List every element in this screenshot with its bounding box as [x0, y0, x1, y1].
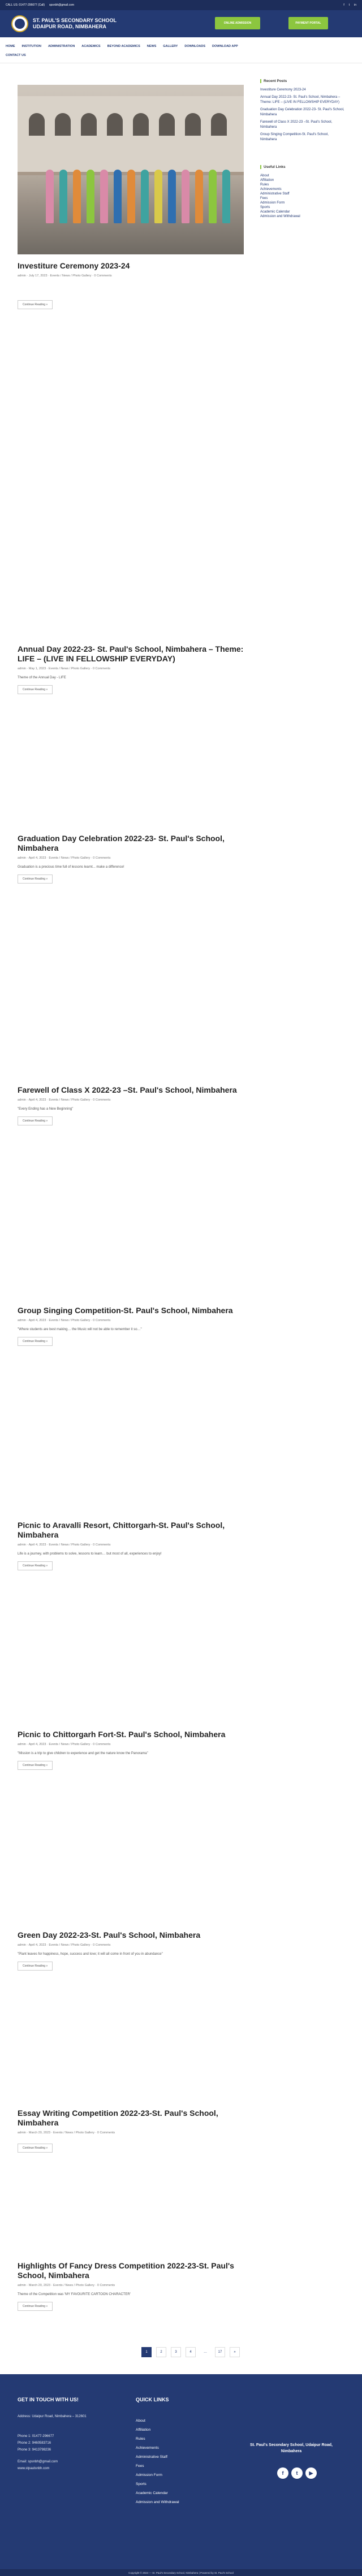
- footer-address: Address: Udaipur Road, Nimbahera – 312601: [18, 2415, 87, 2418]
- post-meta: admin · April 4, 2023 · Events / News / Photo Gallery · 0 Comments: [18, 1319, 111, 1322]
- site-footer: [0, 2374, 362, 2569]
- recent-post-link[interactable]: Farewell of Class X 2022-23 –St. Paul's School, Nimbahera: [260, 120, 333, 129]
- twitter-icon[interactable]: t: [291, 2467, 303, 2479]
- pagination: [141, 2347, 240, 2357]
- post-title[interactable]: Graduation Day Celebration 2022-23- St. Paul's School, Nimbahera: [18, 834, 225, 852]
- page-3[interactable]: 3: [171, 2347, 181, 2357]
- post-featured-image[interactable]: [18, 85, 244, 254]
- post-item: [18, 1085, 244, 1125]
- footer-link[interactable]: About: [136, 2419, 145, 2423]
- footer-link[interactable]: Fees: [136, 2464, 144, 2468]
- twitter-icon[interactable]: t: [348, 3, 350, 7]
- sidebar-link-rules[interactable]: Rules: [260, 183, 269, 187]
- footer-quick-links-title: QUICK LINKS: [136, 2397, 169, 2402]
- post-meta: admin · July 17, 2023 · Events / News / Photo Gallery · 0 Comments: [18, 274, 112, 278]
- post-item: [18, 1930, 244, 1971]
- post-meta: admin · March 20, 2023 · Events / News / Photo Gallery · 0 Comments: [18, 2284, 115, 2287]
- nav-downloads[interactable]: DOWNLOADS: [184, 45, 206, 48]
- recent-post-link[interactable]: Investiture Ceremony 2023-24: [260, 88, 306, 92]
- footer-link[interactable]: Academic Calendar: [136, 2491, 168, 2495]
- footer-school-name: St. Paul's Secondary School, Udaipur Road, Nimbahera: [250, 2443, 333, 2453]
- facebook-icon[interactable]: f: [277, 2467, 288, 2479]
- page-ellipsis: …: [204, 2350, 207, 2354]
- read-more-button[interactable]: Continue Reading »: [18, 874, 53, 884]
- post-meta: admin · May 1, 2023 · Events / News / Photo Gallery · 0 Comments: [18, 667, 111, 670]
- post-item: [18, 644, 244, 694]
- post-title[interactable]: Farewell of Class X 2022-23 –St. Paul's School, Nimbahera: [18, 1085, 237, 1094]
- post-item: [18, 1306, 244, 1346]
- post-excerpt: "Every Ending has a New Beginning": [18, 1107, 74, 1111]
- youtube-icon[interactable]: ▶: [305, 2467, 317, 2479]
- online-admission-button[interactable]: ONLINE ADMISSION: [215, 17, 260, 29]
- post-excerpt: Graduation is a precious time full of lessons learnt... make a difference!: [18, 865, 124, 869]
- post-excerpt: Theme of the Competition was 'MY FAVOURITE CARTOON CHARACTER': [18, 2293, 131, 2296]
- post-title[interactable]: Essay Writing Competition 2022-23-St. Paul's School, Nimbahera: [18, 2109, 218, 2127]
- recent-post-link[interactable]: Annual Day 2022-23- St. Paul's School, Nimbahera – Theme: LIFE – (LIVE IN FELLOWSHIP EVERYDAY): [260, 96, 341, 104]
- main-nav: [0, 37, 362, 63]
- footer-link[interactable]: Rules: [136, 2437, 145, 2441]
- topbar-email[interactable]: spsnbh@gmail.com: [49, 3, 75, 7]
- recent-post-link[interactable]: Group Singing Competition-St. Paul's School, Nimbahera: [260, 133, 329, 141]
- post-item: [18, 2109, 244, 2153]
- post-meta: admin · March 20, 2023 · Events / News / Photo Gallery · 0 Comments: [18, 2131, 115, 2135]
- post-meta: admin · April 4, 2023 · Events / News / Photo Gallery · 0 Comments: [18, 1743, 111, 1746]
- post-item: [18, 2261, 244, 2311]
- sidebar-link-about[interactable]: About: [260, 174, 269, 177]
- nav-home[interactable]: HOME: [6, 45, 15, 48]
- next-page-button[interactable]: »: [230, 2347, 240, 2357]
- page-17[interactable]: 17: [215, 2347, 225, 2357]
- post-meta: admin · April 4, 2023 · Events / News / Photo Gallery · 0 Comments: [18, 1943, 111, 1947]
- sidebar-link-admission-withdrawal[interactable]: Admission and Withdrawal: [260, 215, 300, 218]
- nav-contact-us[interactable]: CONTACT US: [6, 54, 26, 57]
- useful-links-title: Useful Links: [260, 165, 345, 169]
- sidebar-link-sports[interactable]: Sports: [260, 206, 270, 209]
- footer-phone-3[interactable]: Phone 3: 9413798236: [18, 2448, 51, 2452]
- post-excerpt: "Mission is a trip to give children to experience and get the nature know the Panorama": [18, 1752, 148, 1755]
- footer-link[interactable]: Achievements: [136, 2446, 159, 2450]
- post-title[interactable]: Picnic to Aravalli Resort, Chittorgarh-St. Paul's School, Nimbahera: [18, 1521, 225, 1539]
- copyright: Copyright © 2024 — St. Paul's Secondary School, Nimbahera | Powered by St. Paul's School: [0, 2569, 362, 2576]
- read-more-button[interactable]: Continue Reading »: [18, 1561, 53, 1570]
- footer-website[interactable]: www.stpaulsnbh.com: [18, 2467, 50, 2470]
- site-header: [0, 10, 362, 37]
- post-meta: admin · April 4, 2023 · Events / News / Photo Gallery · 0 Comments: [18, 856, 111, 860]
- read-more-button[interactable]: Continue Reading »: [18, 1337, 53, 1346]
- post-title[interactable]: Annual Day 2022-23- St. Paul's School, Nimbahera – Theme: LIFE – (LIVE IN FELLOWSHIP EVERYDAY): [18, 644, 244, 663]
- nav-gallery[interactable]: GALLERY: [163, 45, 178, 48]
- footer-quick-links: [136, 2417, 179, 2507]
- nav-news[interactable]: NEWS: [146, 45, 157, 48]
- read-more-button[interactable]: Continue Reading »: [18, 1962, 53, 1971]
- school-logo[interactable]: [11, 15, 28, 32]
- post-excerpt: "Where students are best making… the Music will not be able to remember it so…": [18, 1328, 142, 1331]
- nav-academics[interactable]: ACADEMICS: [81, 45, 101, 48]
- read-more-button[interactable]: Continue Reading »: [18, 300, 53, 309]
- post-excerpt: "Plant leaves for happiness, hope, success and love; it will all come in front of you in abundance": [18, 1952, 163, 1956]
- post-title[interactable]: Green Day 2022-23-St. Paul's School, Nimbahera: [18, 1930, 201, 1939]
- post-title[interactable]: Investiture Ceremony 2023-24: [18, 261, 130, 270]
- post-title[interactable]: Highlights Of Fancy Dress Competition 2022-23-St. Paul's School, Nimbahera: [18, 2261, 234, 2280]
- page-1[interactable]: 1: [141, 2347, 152, 2357]
- footer-email[interactable]: Email: spsnbh@gmail.com: [18, 2460, 58, 2464]
- read-more-button[interactable]: Continue Reading »: [18, 1761, 53, 1770]
- payment-portal-button[interactable]: PAYMENT PORTAL: [288, 17, 328, 29]
- sidebar-link-admission-form[interactable]: Admission Form: [260, 201, 285, 205]
- post-excerpt: Life is a journey, with problems to solve, lessons to learn… but most of all, experiences to enjoy!: [18, 1552, 162, 1556]
- post-item: [18, 1730, 244, 1770]
- post-item: [18, 1521, 244, 1570]
- top-bar: [0, 0, 362, 10]
- nav-institution[interactable]: INSTITUTION: [21, 45, 42, 48]
- read-more-button[interactable]: Continue Reading »: [18, 2144, 53, 2153]
- footer-contact-title: GET IN TOUCH WITH US!: [18, 2397, 79, 2402]
- post-item: [18, 834, 244, 884]
- post-excerpt: Theme of the Annual Day - LIFE: [18, 676, 66, 679]
- sidebar-link-affiliation[interactable]: Affiliation: [260, 179, 274, 182]
- post-title[interactable]: Picnic to Chittorgarh Fort-St. Paul's School, Nimbahera: [18, 1730, 226, 1739]
- recent-post-link[interactable]: Graduation Day Celebration 2022-23- St. Paul's School, Nimbahera: [260, 108, 344, 116]
- sidebar-link-achievements[interactable]: Achievements: [260, 188, 282, 191]
- post-meta: admin · April 4, 2023 · Events / News / Photo Gallery · 0 Comments: [18, 1543, 111, 1547]
- footer-phone-2[interactable]: Phone 2: 9460583716: [18, 2441, 51, 2445]
- footer-link[interactable]: Administrative Staff: [136, 2455, 167, 2459]
- linkedin-icon[interactable]: in: [354, 3, 356, 7]
- footer-link[interactable]: Admission Form: [136, 2473, 162, 2477]
- footer-link[interactable]: Affiliation: [136, 2428, 151, 2432]
- footer-link[interactable]: Sports: [136, 2482, 146, 2486]
- post-meta: admin · April 4, 2023 · Events / News / Photo Gallery · 0 Comments: [18, 1098, 111, 1102]
- read-more-button[interactable]: Continue Reading »: [18, 685, 53, 694]
- sidebar-link-fees[interactable]: Fees: [260, 197, 268, 200]
- nav-beyond-academics[interactable]: BEYOND ACADEMICS: [107, 45, 140, 48]
- read-more-button[interactable]: Continue Reading »: [18, 1116, 53, 1125]
- sidebar-link-admin-staff[interactable]: Administrative Staff: [260, 192, 290, 196]
- footer-link[interactable]: Admission and Withdrawal: [136, 2500, 179, 2504]
- page-2[interactable]: 2: [156, 2347, 166, 2357]
- topbar-phone[interactable]: CALL US: 01477-296677 (Call): [6, 3, 45, 7]
- school-name[interactable]: ST. PAUL'S SECONDARY SCHOOL UDAIPUR ROAD, NIMBAHERA: [33, 18, 117, 29]
- read-more-button[interactable]: Continue Reading »: [18, 2302, 53, 2311]
- nav-download-app[interactable]: DOWNLOAD APP: [212, 45, 238, 48]
- recent-posts-title: Recent Posts: [260, 79, 345, 83]
- sidebar: [260, 79, 345, 219]
- post-title[interactable]: Group Singing Competition-St. Paul's School, Nimbahera: [18, 1306, 233, 1315]
- post-item: [18, 85, 244, 309]
- sidebar-link-calendar[interactable]: Academic Calendar: [260, 210, 290, 214]
- page-4[interactable]: 4: [186, 2347, 196, 2357]
- nav-administration[interactable]: ADMINISTRATION: [48, 45, 75, 48]
- footer-phone-1[interactable]: Phone 1: 01477-296677: [18, 2435, 54, 2438]
- facebook-icon[interactable]: f: [343, 3, 344, 7]
